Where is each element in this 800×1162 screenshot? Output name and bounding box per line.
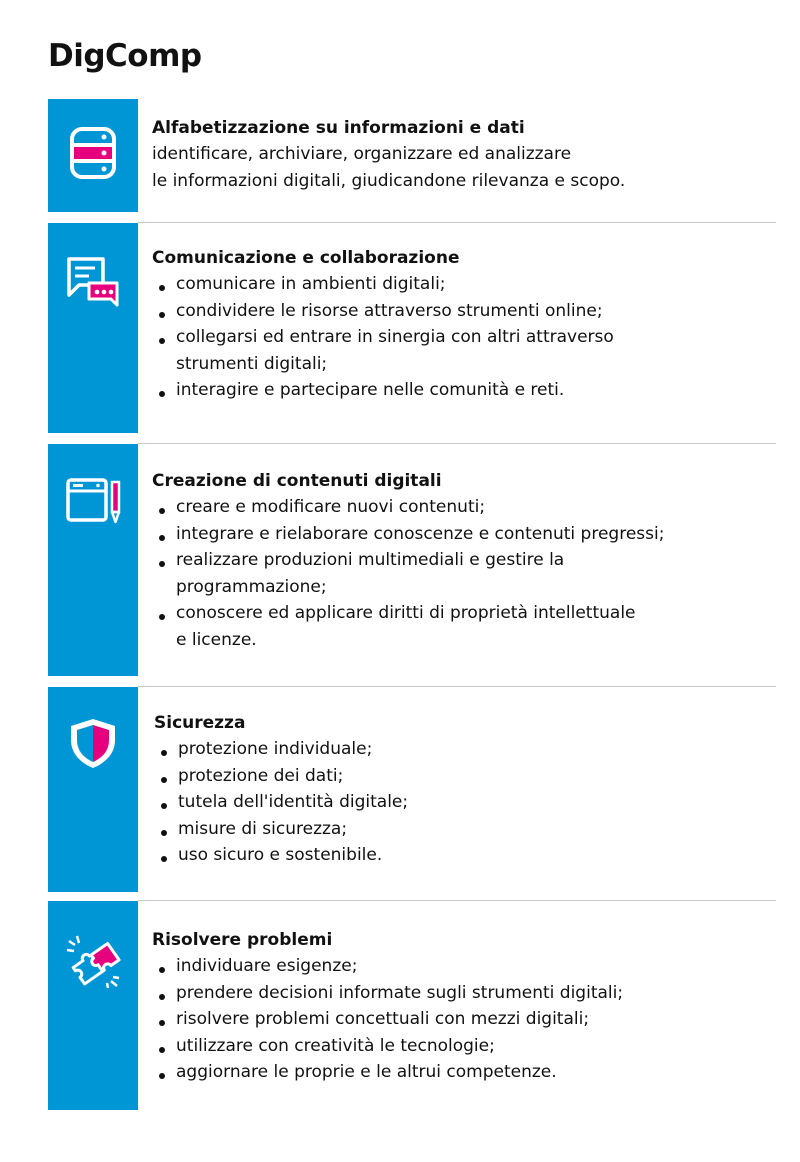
section-heading: Risolvere problemi <box>152 930 333 950</box>
section-problem-solving <box>48 901 776 1110</box>
section-heading: Sicurezza <box>154 713 246 733</box>
list-item: collegarsi ed entrare in sinergia con altri attraverso strumenti digitali; <box>152 324 616 377</box>
database-icon <box>65 125 121 181</box>
section-heading: Alfabetizzazione su informazioni e dati <box>152 118 525 138</box>
section-content-creation <box>48 444 776 676</box>
list-item: realizzare produzioni multimediali e gestire la programmazione; <box>152 547 636 600</box>
section-heading: Comunicazione e collaborazione <box>152 248 460 268</box>
list-item: utilizzare con creatività le tecnologie; <box>152 1033 776 1060</box>
puzzle-icon <box>65 933 121 989</box>
section-information-literacy <box>48 99 776 212</box>
icon-bar <box>48 99 138 212</box>
list-item: condividere le risorse attraverso strumenti online; <box>152 298 776 325</box>
icon-bar <box>48 223 138 433</box>
browser-pencil-icon <box>65 474 121 530</box>
section-text-line: le informazioni digitali, giudicandone rilevanza e scopo. <box>152 170 626 191</box>
list-item: comunicare in ambienti digitali; <box>152 271 776 298</box>
list-item: prendere decisioni informate sugli strumenti digitali; <box>152 980 776 1007</box>
list-item: conoscere ed applicare diritti di proprietà intellettuale e licenze. <box>152 600 646 653</box>
section-heading: Creazione di contenuti digitali <box>152 471 442 491</box>
list-item: tutela dell'identità digitale; <box>154 789 776 816</box>
chat-bubbles-icon <box>65 255 121 311</box>
section-security <box>48 687 776 892</box>
list-item: risolvere problemi concettuali con mezzi digitali; <box>152 1006 776 1033</box>
list-item: misure di sicurezza; <box>154 816 776 843</box>
list-item: protezione dei dati; <box>154 763 776 790</box>
list-item: creare e modificare nuovi contenuti; <box>152 494 776 521</box>
section-text-line: identificare, archiviare, organizzare ed analizzare <box>152 144 572 164</box>
page-title: DigComp <box>48 38 202 74</box>
section-communication <box>48 223 776 433</box>
icon-bar <box>48 444 138 676</box>
list-item: interagire e partecipare nelle comunità e reti. <box>152 377 776 404</box>
list-item: protezione individuale; <box>154 736 776 763</box>
list-item: uso sicuro e sostenibile. <box>154 842 776 869</box>
icon-bar <box>48 901 138 1110</box>
list-item: aggiornare le proprie e le altrui competenze. <box>152 1059 776 1086</box>
list-item: individuare esigenze; <box>152 953 776 980</box>
icon-bar <box>48 687 138 892</box>
shield-icon <box>65 715 121 771</box>
list-item: integrare e rielaborare conoscenze e contenuti pregressi; <box>152 521 776 548</box>
